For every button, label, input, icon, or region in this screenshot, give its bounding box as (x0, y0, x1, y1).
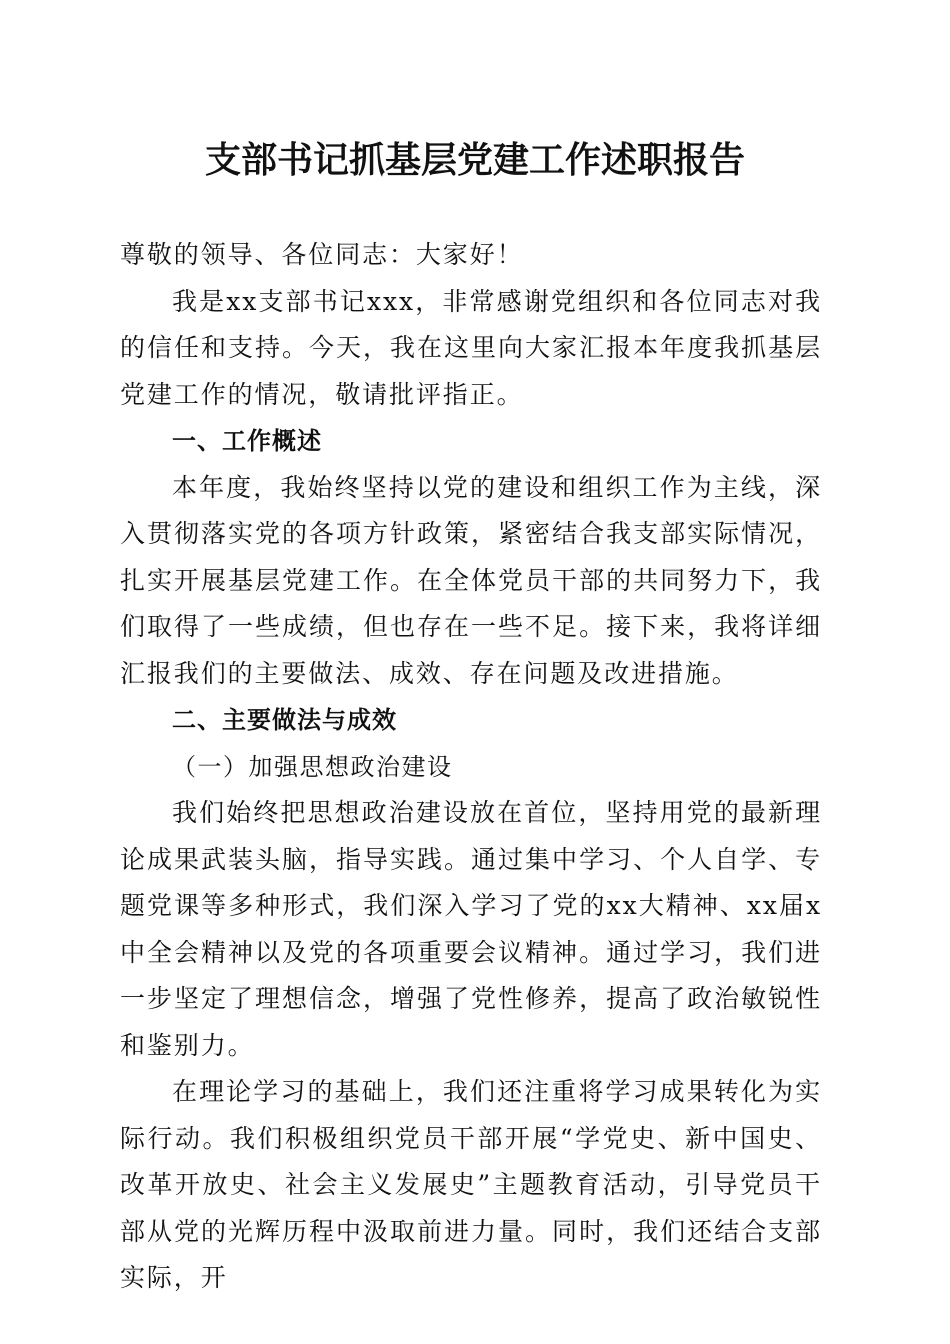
document-title: 支部书记抓基层党建工作述职报告 (204, 139, 745, 181)
salutation: 尊敬的领导、各位同志：大家好！ (120, 240, 524, 269)
document-body (120, 232, 822, 1302)
intro-paragraph: 我是xx支部书记xxx，非常感谢党组织和各位同志对我的信任和支持。今天，我在这里向大家汇报本年度我抓基层党建工作的情况，敬请批评指正。 (120, 286, 822, 409)
section-1-heading: 一、工作概述 (172, 427, 322, 455)
subsection-1-paragraph-1: 我们始终把思想政治建设放在首位，坚持用党的最新理论成果武装头脑，指导实践。通过集中学习、个人自学、专题党课等多种形式，我们深入学习了党的xx大精神、xx届x中全会精神以及党的各项重要会议精神。通过学习，我们进一步坚定了理想信念，增强了党性修养，提高了政治敏锐性和鉴别力。 (120, 798, 822, 1060)
subsection-1-heading: （一）加强思想政治建设 (172, 752, 453, 781)
subsection-1-paragraph-2: 在理论学习的基础上，我们还注重将学习成果转化为实际行动。我们积极组织党员干部开展“学党史、新中国史、改革开放史、社会主义发展史”主题教育活动，引导党员干部从党的光辉历程中汲取前进力量。同时，我们还结合支部实际，开 (120, 1077, 822, 1292)
section-1-paragraph: 本年度，我始终坚持以党的建设和组织工作为主线，深入贯彻落实党的各项方针政策，紧密结合我支部实际情况，扎实开展基层党建工作。在全体党员干部的共同努力下，我们取得了一些成绩，但也存在一些不足。接下来，我将详细汇报我们的主要做法、成效、存在问题及改进措施。 (120, 472, 822, 688)
section-2-heading: 二、主要做法与成效 (172, 706, 397, 734)
